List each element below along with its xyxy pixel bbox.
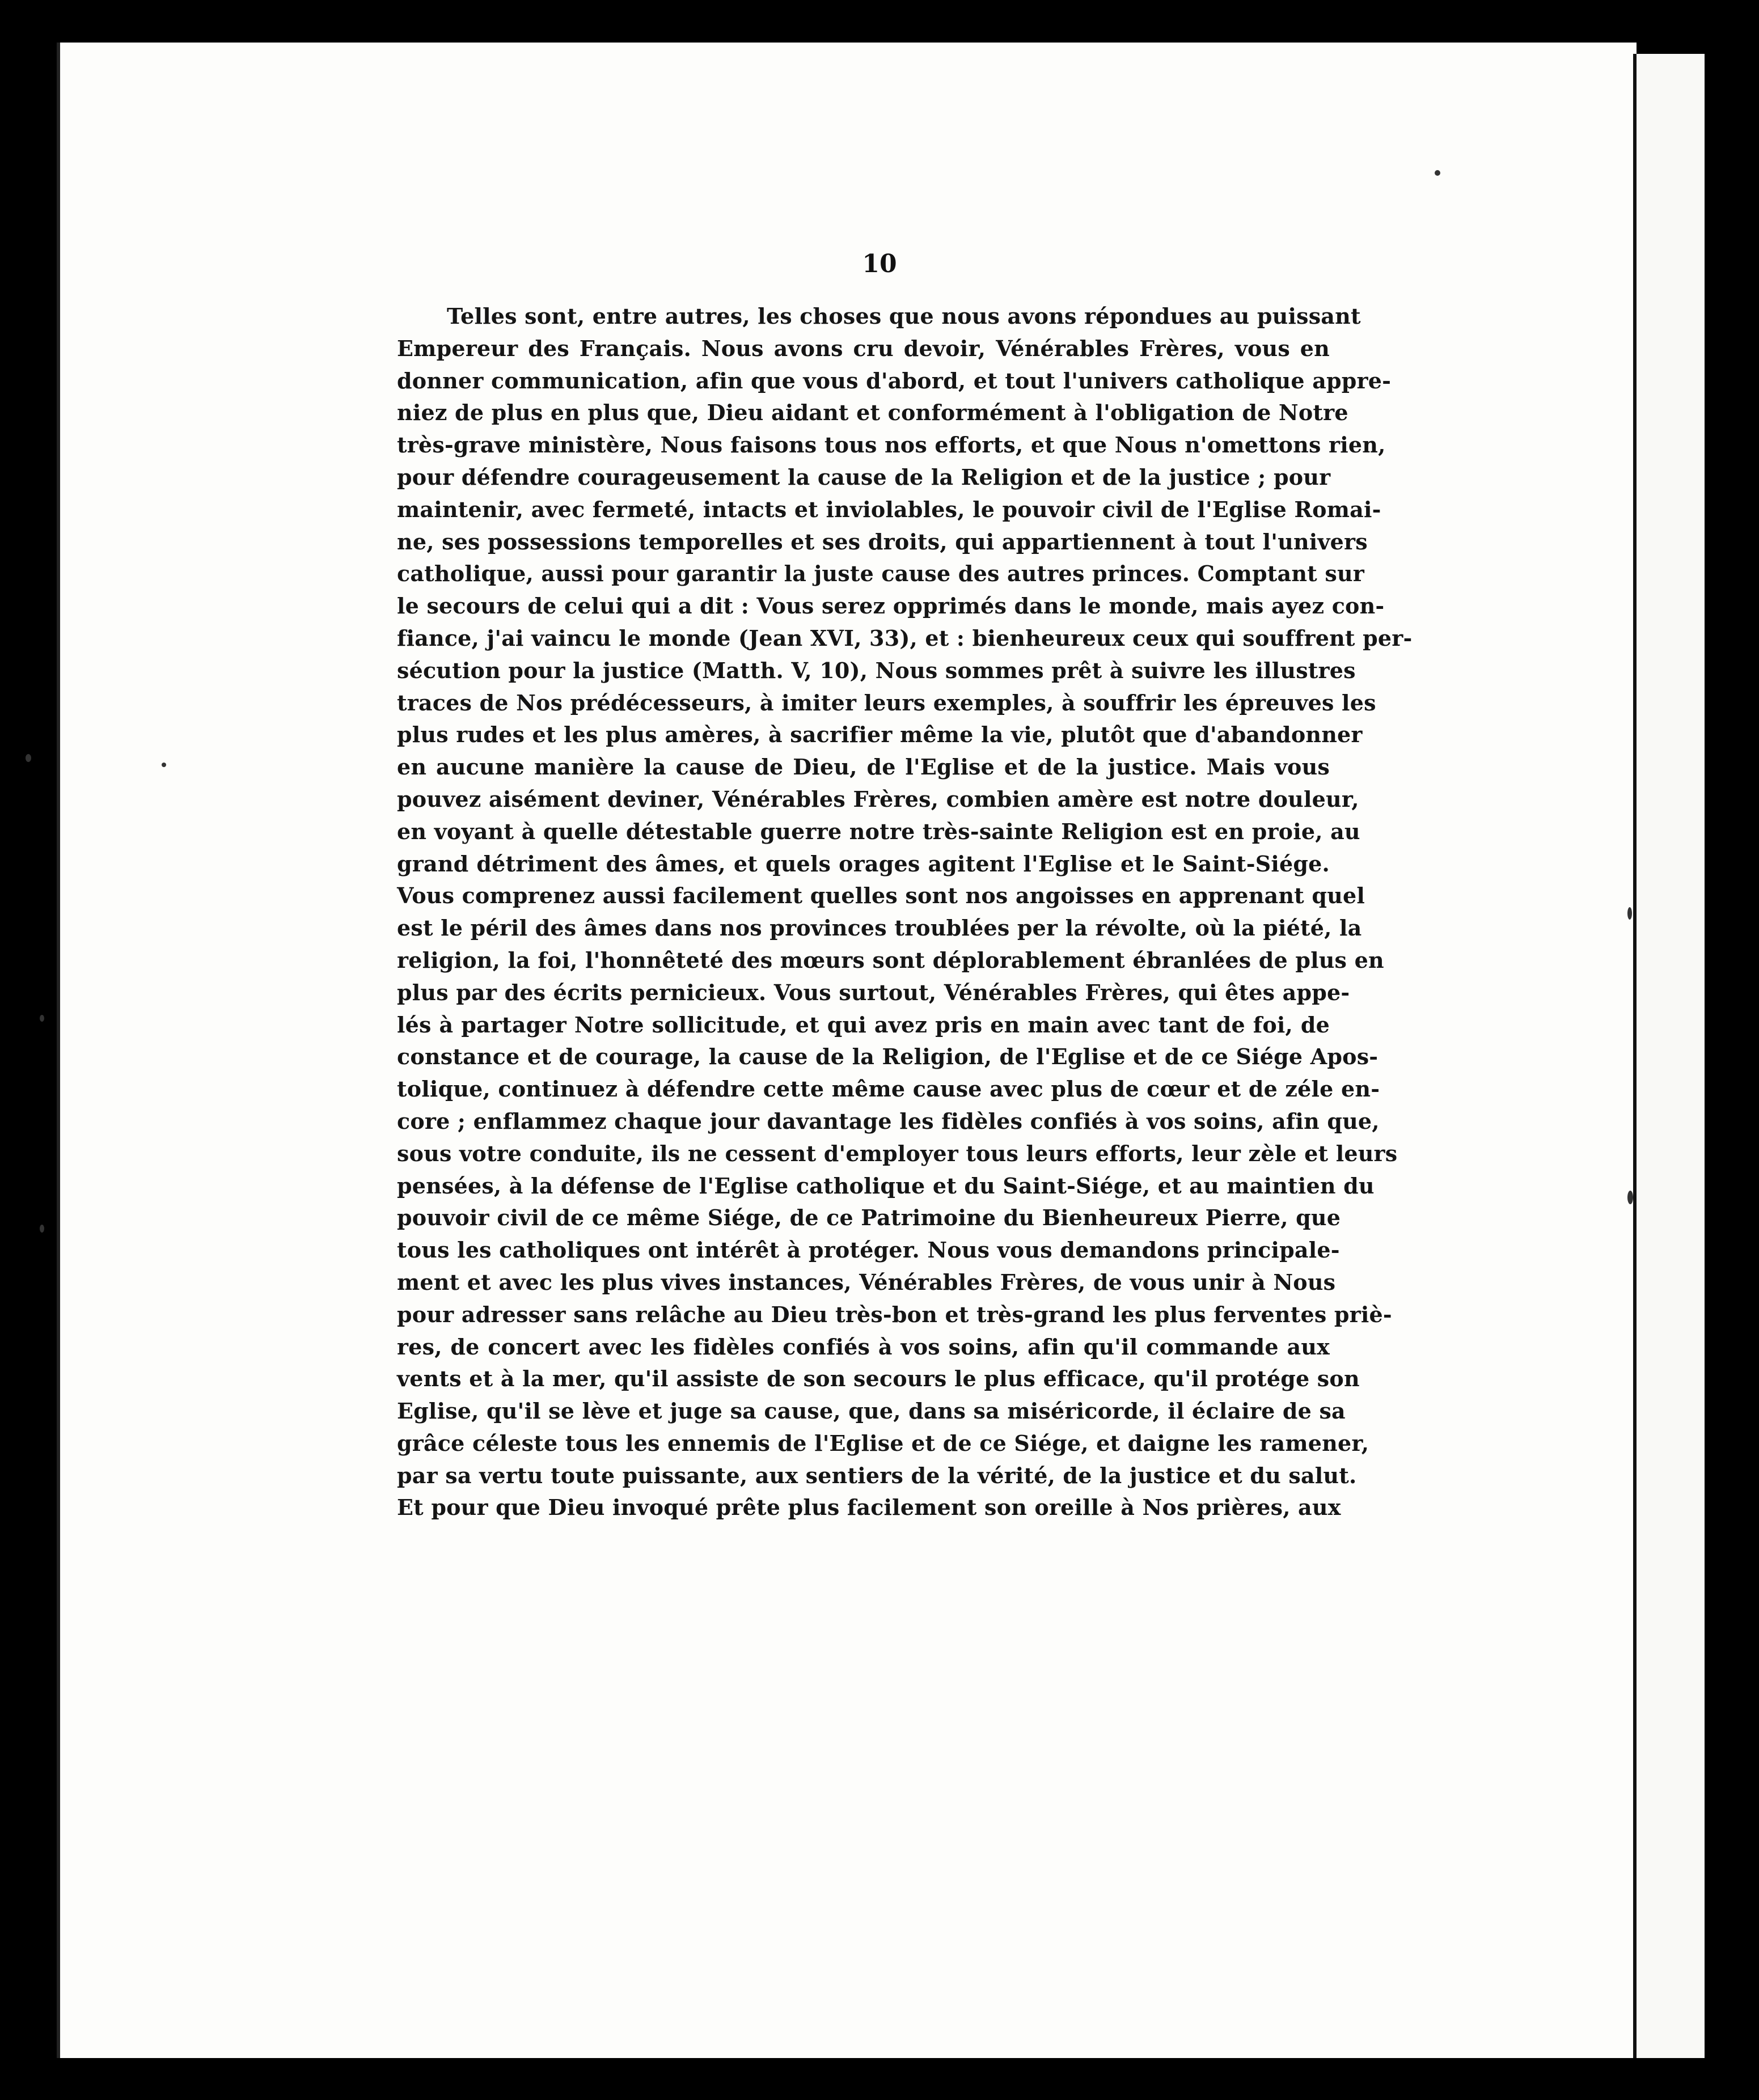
text-line: Et pour que Dieu invoqué prête plus facilement son oreille à Nos prières, aux: [397, 1494, 1341, 1521]
text-line: donner communication, afin que vous d'abord, et tout l'univers catholique appre-: [397, 367, 1392, 393]
text-line: grand détriment des âmes, et quels orages agitent l'Eglise et le Saint-Siége.: [397, 850, 1330, 877]
page-number: 10: [862, 249, 897, 278]
body-text: [397, 300, 1413, 1524]
text-line: ment et avec les plus vives instances, Vénérables Frères, de vous unir à Nous: [397, 1269, 1336, 1295]
text-line: niez de plus en plus que, Dieu aidant et conformément à l'obligation de Notre: [397, 400, 1348, 426]
text-line: Vous comprenez aussi facilement quelles sont nos angoisses en apprenant quel: [397, 883, 1365, 909]
text-line: pensées, à la défense de l'Eglise catholique et du Saint-Siége, et au maintien du: [397, 1172, 1375, 1199]
text-line: religion, la foi, l'honnêteté des mœurs sont déplorablement ébranlées de plus en: [397, 947, 1384, 973]
text-line: vents et à la mer, qu'il assiste de son secours le plus efficace, qu'il protége son: [397, 1366, 1360, 1392]
text-line: lés à partager Notre sollicitude, et qui avez pris en main avec tant de foi, de: [397, 1011, 1330, 1038]
text-line: pouvoir civil de ce même Siége, de ce Patrimoine du Bienheureux Pierre, que: [397, 1205, 1341, 1231]
text-line: est le péril des âmes dans nos provinces troublées per la révolte, où la piété, la: [397, 915, 1362, 941]
scan-speck: [1627, 1191, 1633, 1204]
text-line: tous les catholiques ont intérêt à protéger. Nous vous demandons principale-: [397, 1237, 1340, 1263]
scan-speck: [26, 754, 31, 762]
text-line: ne, ses possessions temporelles et ses droits, qui appartiennent à tout l'univers: [397, 528, 1368, 554]
scan-speck: [40, 1015, 44, 1022]
text-line: pour adresser sans relâche au Dieu très-bon et très-grand les plus ferventes priè-: [397, 1301, 1392, 1327]
text-line: Empereur des Français. Nous avons cru devoir, Vénérables Frères, vous en: [397, 335, 1330, 361]
text-line: traces de Nos prédécesseurs, à imiter leurs exemples, à souffrir les épreuves les: [397, 689, 1376, 715]
text-line: en aucune manière la cause de Dieu, de l'Eglise et de la justice. Mais vous: [397, 754, 1330, 780]
text-line: le secours de celui qui a dit : Vous serez opprimés dans le monde, mais ayez con-: [397, 593, 1385, 619]
scan-speck: [1435, 170, 1440, 176]
text-line: plus par des écrits pernicieux. Vous surtout, Vénérables Frères, qui êtes appe-: [397, 979, 1350, 1005]
text-line: catholique, aussi pour garantir la juste cause des autres princes. Comptant sur: [397, 561, 1365, 587]
text-line: pouvez aisément deviner, Vénérables Frères, combien amère est notre douleur,: [397, 786, 1359, 812]
text-line: par sa vertu toute puissante, aux sentiers de la vérité, de la justice et du salut.: [397, 1462, 1357, 1488]
text-line: Telles sont, entre autres, les choses que nous avons répondues au puissant: [447, 303, 1361, 329]
text-line: sous votre conduite, ils ne cessent d'employer tous leurs efforts, leur zèle et leurs: [397, 1140, 1398, 1166]
text-line: core ; enflammez chaque jour davantage les fidèles confiés à vos soins, afin que,: [397, 1108, 1380, 1134]
text-line: grâce céleste tous les ennemis de l'Eglise et de ce Siége, et daigne les ramener,: [397, 1430, 1369, 1456]
text-line: plus rudes et les plus amères, à sacrifier même la vie, plutôt que d'abandonner: [397, 722, 1363, 748]
text-line: res, de concert avec les fidèles confiés à vos soins, afin qu'il commande aux: [397, 1333, 1330, 1360]
text-line: en voyant à quelle détestable guerre notre très-sainte Religion est en proie, au: [397, 818, 1360, 844]
scan-speck: [1627, 907, 1632, 920]
text-line: tolique, continuez à défendre cette même cause avec plus de cœur et de zéle en-: [397, 1076, 1380, 1102]
text-line: Eglise, qu'il se lève et juge sa cause, que, dans sa miséricorde, il éclaire de sa: [397, 1398, 1346, 1424]
adjacent-page-edge: [1633, 54, 1705, 2058]
scan-speck: [40, 1225, 44, 1233]
text-line: constance et de courage, la cause de la Religion, de l'Eglise et de ce Siége Apos-: [397, 1044, 1379, 1070]
text-line: très-grave ministère, Nous faisons tous nos efforts, et que Nous n'omettons rien,: [397, 432, 1386, 458]
scan-speck: [162, 763, 166, 767]
text-line: sécution pour la justice (Matth. V, 10), Nous sommes prêt à suivre les illustres: [397, 657, 1356, 683]
text-line: pour défendre courageusement la cause de la Religion et de la justice ; pour: [397, 464, 1331, 490]
text-line: maintenir, avec fermeté, intacts et inviolables, le pouvoir civil de l'Eglise Romai-: [397, 496, 1381, 522]
text-line: fiance, j'ai vaincu le monde (Jean XVI, 33), et : bienheureux ceux qui souffrent per-: [397, 625, 1413, 651]
